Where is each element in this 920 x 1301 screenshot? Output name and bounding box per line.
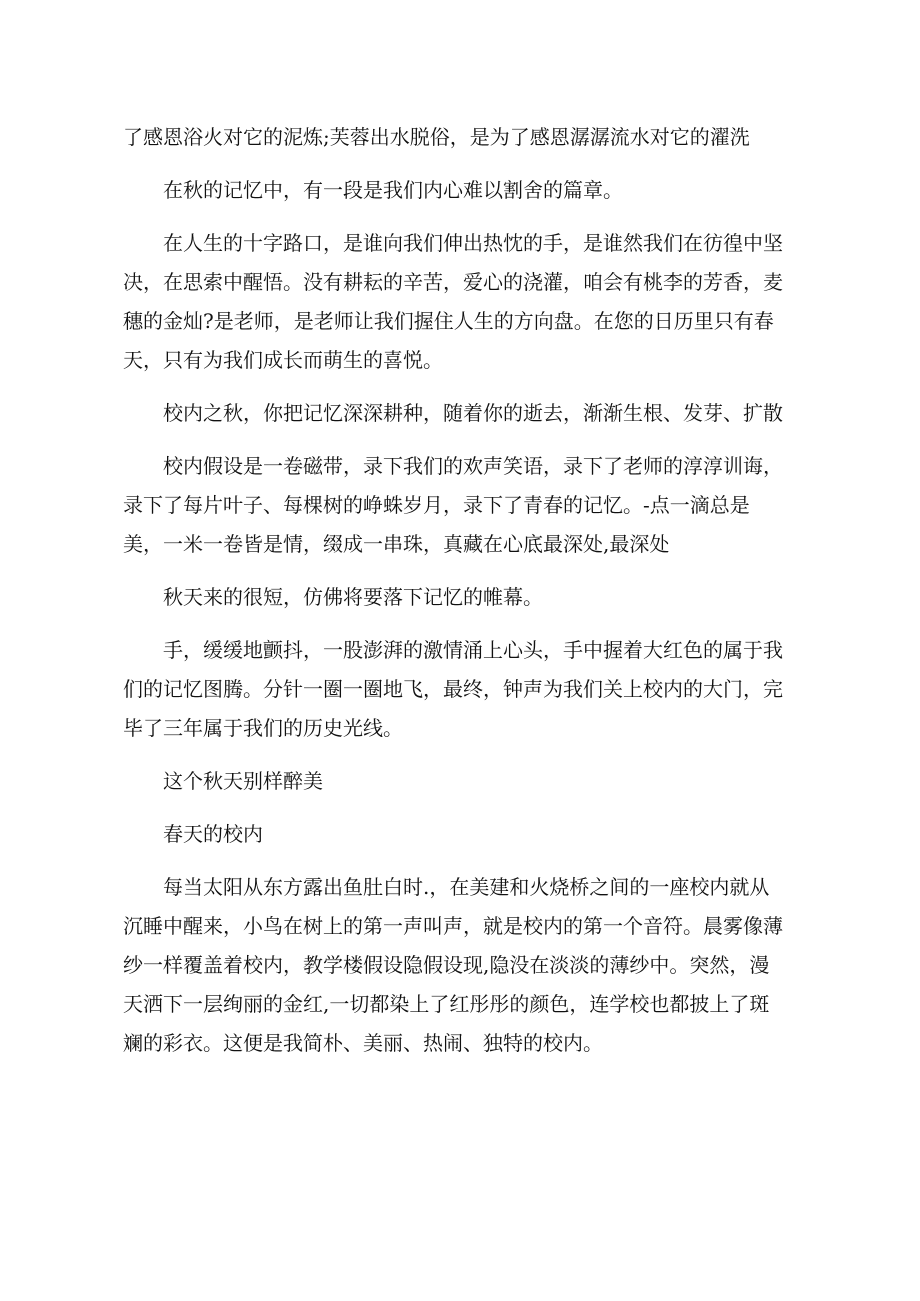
paragraph-8: 这个秋天别样醉美 — [163, 769, 323, 793]
paragraph-10: 每当太阳从东方露出鱼肚白时.，在美建和火烧桥之间的一座校内就从沉睡中醒来，小鸟在树上的第一声叫声，就是校内的第一个音符。晨雾像薄纱一样覆盖着校内，教学楼假设隐假设现,隐没在淡淡的薄纱中。突然，漫天洒下一层绚丽的金红,一切都染上了红彤彤的颜色，连学校也都披上了斑斓的彩衣。这便是我简朴、美丽、热闹、独特的校内。 — [123, 875, 783, 1055]
paragraph-7: 手，缓缓地颤抖，一股澎湃的激情涌上心头，手中握着大红色的属于我们的记忆图腾。分针一圈一圈地飞，最终，钟声为我们关上校内的大门，完毕了三年属于我们的历史光线。 — [123, 638, 783, 740]
paragraph-2: 在秋的记忆中，有一段是我们内心难以割舍的篇章。 — [163, 178, 623, 202]
paragraph-4: 校内之秋，你把记忆深深耕种，随着你的逝去，渐渐生根、发芽、扩散 — [163, 401, 783, 425]
document-body — [123, 118, 783, 1077]
paragraph-3: 在人生的十字路口，是谁向我们伸出热忱的手，是谁然我们在彷徨中坚决，在思索中醒悟。没有耕耘的辛苦，爱心的浇灌，咱会有桃李的芳香，麦穗的金灿?是老师，是老师让我们握住人生的方向盘。在您的日历里只有春天，只有为我们成长而萌生的喜悦。 — [123, 231, 783, 372]
paragraph-5: 校内假设是一卷磁带，录下我们的欢声笑语，录下了老师的淳淳训诲，录下了每片叶子、每棵树的峥蛛岁月，录下了青春的记忆。-点一滴总是美，一米一卷皆是情，缀成一串珠，真藏在心底最深处,最深处 — [123, 454, 783, 556]
paragraph-9: 春天的校内 — [163, 822, 263, 846]
paragraph-6: 秋天来的很短，仿佛将要落下记忆的帷幕。 — [163, 585, 543, 609]
paragraph-1: 了感恩浴火对它的泥炼;芙蓉出水脱俗，是为了感恩潺潺流水对它的濯洗 — [123, 125, 750, 149]
